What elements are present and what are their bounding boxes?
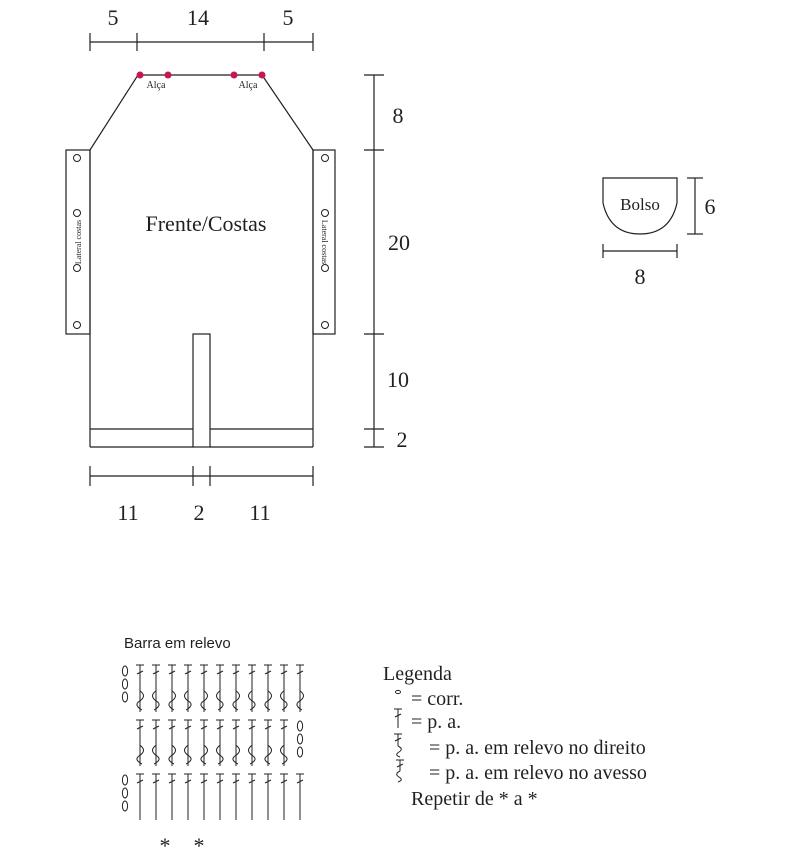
stitch-symbol xyxy=(184,774,192,820)
stitch-chart xyxy=(122,665,304,820)
garment-outline xyxy=(66,75,335,447)
stitch-symbol xyxy=(248,774,256,820)
stitch-symbol xyxy=(280,665,288,712)
chain-stitch-mark xyxy=(122,692,127,702)
chain-stitch-icon xyxy=(396,690,401,693)
stitch-symbol xyxy=(200,720,208,766)
front-post-dc-icon xyxy=(394,734,402,757)
stitch-symbol xyxy=(200,665,208,712)
stitch-symbol xyxy=(296,665,304,712)
chart-title: Barra em relevo xyxy=(124,635,231,652)
strap-label-right: Alça xyxy=(238,80,258,91)
repeat-mark-left: * xyxy=(159,833,171,855)
right-dim-20: 20 xyxy=(388,230,410,255)
legend-item-front-post: = p. a. em relevo no direito xyxy=(429,737,646,759)
stitch-symbol xyxy=(280,774,288,820)
stitch-symbol xyxy=(296,774,304,820)
legend-repeat: Repetir de * a * xyxy=(411,788,538,810)
pocket-width: 8 xyxy=(634,264,646,289)
pocket-height: 6 xyxy=(704,194,716,219)
top-dim-left: 5 xyxy=(107,5,119,30)
stitch-symbol xyxy=(216,774,224,820)
stitch-symbol xyxy=(264,774,272,820)
legend-item-back-post: = p. a. em relevo no avesso xyxy=(429,762,647,784)
side-label-left: Lateral costas xyxy=(74,219,83,265)
pocket-label: Bolso xyxy=(620,195,660,214)
back-post-dc-icon xyxy=(396,760,404,782)
stitch-symbol xyxy=(152,720,160,766)
legend-title: Legenda xyxy=(383,663,452,685)
right-dim-2: 2 xyxy=(396,427,408,452)
pocket-piece xyxy=(603,178,716,289)
stitch-symbol xyxy=(136,720,144,766)
top-dim-right: 5 xyxy=(282,5,294,30)
legend-item-dc: = p. a. xyxy=(411,711,462,733)
stitch-symbol xyxy=(168,665,176,712)
stitch-symbol xyxy=(216,665,224,712)
double-crochet-icon xyxy=(394,709,402,728)
chain-stitch-mark xyxy=(122,788,127,798)
bottom-dim-right: 11 xyxy=(249,500,271,525)
right-dimension xyxy=(364,75,410,452)
stitch-symbol xyxy=(248,720,256,766)
stitch-symbol xyxy=(184,665,192,712)
bottom-dimension xyxy=(90,466,313,525)
stitch-symbol xyxy=(136,665,144,712)
stitch-symbol xyxy=(216,720,224,766)
chain-stitch-mark xyxy=(122,679,127,689)
main-piece-label: Frente/Costas xyxy=(145,211,267,236)
stitch-symbol xyxy=(152,665,160,712)
legend xyxy=(383,663,647,810)
stitch-symbol xyxy=(264,720,272,766)
side-buttonholes xyxy=(74,155,329,329)
stitch-symbol xyxy=(232,665,240,712)
chain-stitch-mark xyxy=(297,747,302,757)
repeat-mark-right: * xyxy=(193,833,205,855)
chain-stitch-mark xyxy=(122,666,127,676)
stitch-symbol xyxy=(168,720,176,766)
bottom-dim-left: 11 xyxy=(117,500,139,525)
stitch-symbol xyxy=(232,720,240,766)
chain-stitch-mark xyxy=(297,734,302,744)
stitch-symbol xyxy=(200,774,208,820)
top-dim-center: 14 xyxy=(187,5,209,30)
legend-item-chain: = corr. xyxy=(411,688,464,710)
stitch-symbol xyxy=(168,774,176,820)
stitch-symbol xyxy=(184,720,192,766)
stitch-symbol xyxy=(248,665,256,712)
right-dim-10: 10 xyxy=(387,367,409,392)
chain-stitch-mark xyxy=(122,801,127,811)
bottom-dim-center: 2 xyxy=(193,500,205,525)
strap-label-left: Alça xyxy=(146,80,166,91)
stitch-symbol xyxy=(232,774,240,820)
stitch-symbol xyxy=(152,774,160,820)
chain-stitch-mark xyxy=(297,721,302,731)
right-dim-8: 8 xyxy=(392,103,404,128)
chain-stitch-mark xyxy=(122,775,127,785)
stitch-symbol xyxy=(136,774,144,820)
side-label-right: Lateral costas xyxy=(320,219,329,265)
stitch-symbol xyxy=(280,720,288,766)
top-dimension xyxy=(90,5,313,51)
stitch-symbol xyxy=(264,665,272,712)
